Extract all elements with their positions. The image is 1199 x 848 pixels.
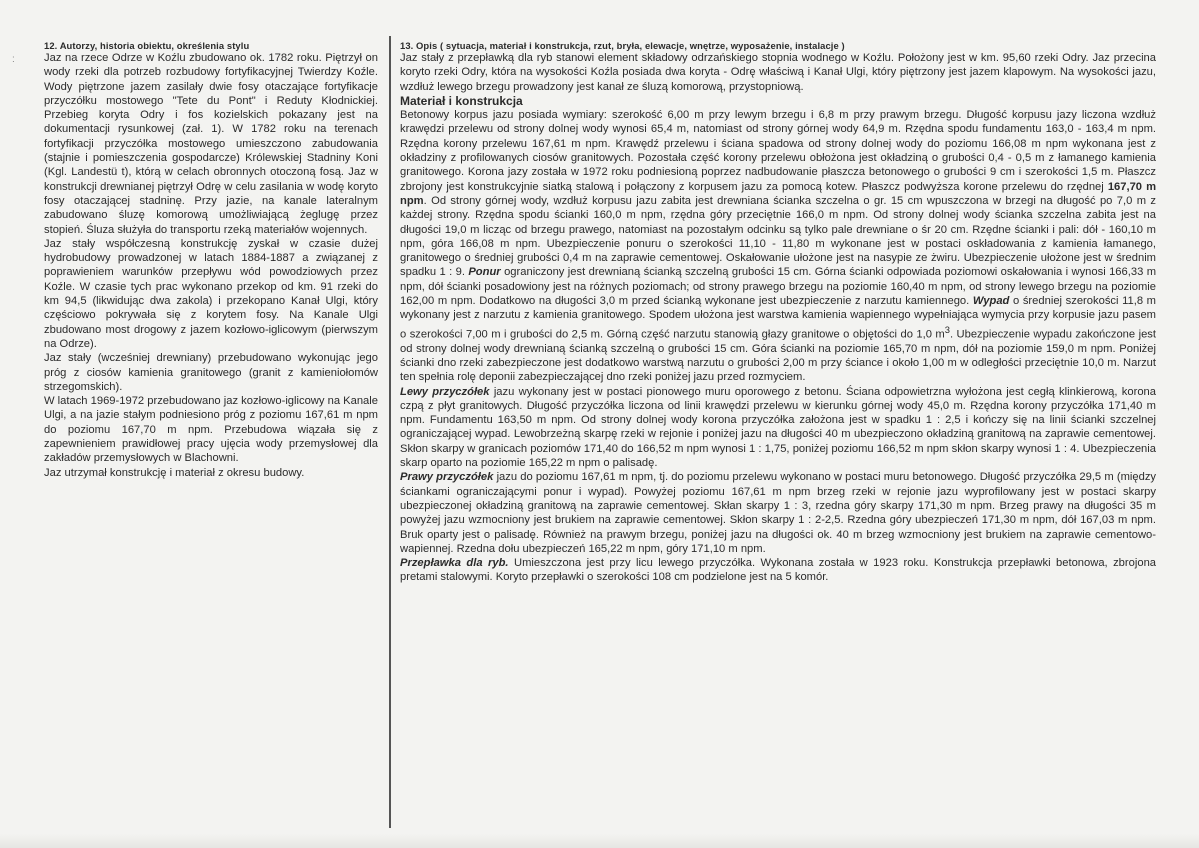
wypad-text-b: . Ubezpieczenie wypadu zakończone jest od strony dolnej wody drewnianą ścianką szczelną o grubości 15 cm. Góra ścianki na poziomie 165,70 m npm, dół na poziomie 159,0 m npm. Poniżej ścianki dno rzeki zabezpieczone jest dodatkowo warstwą narzutu o grubości 2,00 m przy ściance i około 1,00 m w odległości przeciętnie 10,0 m. Narzut ten spełnia rolę deponii zabezpieczającej dno rzeki poniżej jazu przed rozmyciem.	[400, 328, 1156, 384]
ponur-label: Ponur	[468, 266, 501, 279]
scan-bottom-edge	[0, 834, 1199, 848]
left-abutment-text: jazu wykonany jest w postaci pionowego muru oporowego z betonu. Ściana odpowietrzna wyłożona jest cegłą klinkierową, korona czpą z płyt granitowych. Długość przyczółka liczona od linii krawędzi przelewu w kierunku górnej wody 45,0 m. Rzędna korony przyczółka 171,40 m npm. Fundamentu 163,50 m npm. Od strony dolnej wody korona przyczółka założona jest w spadku 1 : 2,5 i kończy się na linii ścianki szczelnej ograniczającej wypad. Lewobrzeżną skarpę rzeki w rejonie i poniżej jazu na długości 40 m ubezpieczono okładziną granitową na zaprawie cementowej. Skłon skarpy w granicach poziomów 171,40 do 166,52 m npm wynosi 1 : 1,75, poniżej poziomu 166,52 m npm skłon skarpy wynosi 1 : 4. Ubezpieczenia skarp oparto na poziomie 165,22 m npm o palisadę.	[400, 385, 1157, 470]
material-text-a: Betonowy korpus jazu posiada wymiary: szerokość 6,00 m przy lewym brzegu i 6,8 m przy prawym brzegu. Długość korpusu jazy liczona wzdłuż krawędzi przelewu od strony dolnej wody wynosi 65,4 m, natomiast od strony górnej wody 64,9 m. Rzędna spodu fundamentu 163,0 - 163,4 m npm. Rzędna korony przelewu 167,61 m npm. Krawędź przelewu i ściana spadowa od strony dolnej wody do poziomu 166,08 m npm wykonana jest z okładziny z profilowanych ciosów granitowych. Pozostała część korony przelewu obłożona jest okładziną o grubości 0,4 - 0,5 m z łamanego kamienia granitowego. Korona jazy została w 1972 roku podniesioną poprzez nadbudowanie płaszcza betonowego o grubości 9 cm i szerokości 1,5 m. Płaszcz zbrojony jest konstrukcyjnie siatką stalową i połączony z korpusem jazu za pomocą kotew. Płaszcz podwyższa korone przelewu do rzędnej	[400, 109, 1156, 193]
material-text-b: . Od strony górnej wody, wzdłuż korpusu jazu zabita jest drewniana ścianka szczelna o gr. 15 cm wpuszczona w brzegi na długość po 7,0 m z każdej strony. Rzędna spodu ścianki 160,0 m npm, rzędna góry przeciętnie 166,0 m npm. Od strony dolnej wody ścianka szczelna zabita jest na długości 19,0 m licząc od brzegu prawego, natomiast na pozostałym odcinku są tylko pale drewniane o śr 20 cm. Rzędne ścianki i pali: dół - 160,10 m npm, góra 166,08 m npm. Ubezpieczenie ponuru o szerokości 11,10 - 11,80 m wykonane jest w postaci oskładowania z kamienia łamanego, granitowego o średniej grubości 0,4 m na zaprawie cementowej. Oskałowanie ułożone jest na nasypie ze żwiru. Ubezpieczenie ułożone jest w średnim spadku 1 : 9.	[400, 194, 1156, 279]
wypad-label: Wypad	[972, 295, 1010, 308]
description-heading: 13. Opis ( sytuacja, materiał i konstrukcja, rzut, bryła, elewacje, wnętrze, wyposażenie, instalacje )	[400, 40, 845, 51]
fish-pass-text: Umieszczona jest przy licu lewego przyczółka. Wykonana została w 1923 roku. Konstrukcja przepławki betonowa, zbrojona pretami stalowymi. Koryto przepławki o szerokości 108 cm podzielone jest na 5 komór.	[400, 557, 1157, 584]
history-paragraph-3: Jaz stały (wcześniej drewniany) przebudowano wykonując jego próg z ciosów kamienia granitowego (granit z kamieniołomów strzegomskich).	[44, 352, 378, 393]
history-column	[44, 40, 378, 480]
history-paragraph-5: Jaz utrzymał konstrukcję i materiał z okresu budowy.	[44, 466, 305, 479]
history-paragraph-4: W latach 1969-1972 przebudowano jaz kozłowo-iglicowy na Kanale Ulgi, a na jazie stałym podniesiono próg z poziomu 167,61 m npm do poziomu 167,70 m npm. Przebudowa wiązała się z zapewnieniem prawidłowej pracy ujęcia wody przemysłowej dla zakładów przemysłowych w Blachowni.	[44, 395, 378, 465]
wypad-text-a: o średniej szerokości 11,8 m wykonany jest z narzutu z kamienia granitowego. Spodem ułożona jest warstwa kamienia wapiennego wypełniająca wymycia przy korpusie jazu pasem o szerokości 7,00 m i grubości do 2,5 m. Górną część narzutu stanowią głazy granitowe o objętości do 1,0 m	[400, 295, 1156, 341]
fish-pass-paragraph	[400, 556, 1156, 585]
ponur-text: ograniczony jest drewnianą ścianką szczelną grubości 15 cm. Górna ścianki odpowiada poziomowi oskałowania i wynosi 166,33 m npm, dół ścianki posadowiony jest na różnych poziomach; od strony prawego brzegu na poziomie 160,40 m npm, od strony lewego brzegu na poziomie 162,00 m npm. Dodatkowo na długości 3,0 m przed ścianką wykonane jest ubezpieczenie z narzutu kamiennego.	[400, 266, 1157, 308]
cubic-superscript: 3	[944, 324, 950, 335]
description-intro: Jaz stały z przepławką dla ryb stanowi element składowy odrzańskiego stopnia wodnego w Koźlu. Położony jest w km. 95,60 rzeki Odry. Jaz przecina koryto rzeki Odry, która na wysokości Koźla posiada dwa koryta - Odrę właściwą i Kanał Ulgi, który piętrzony jest jazem klapowym. Na wysokości jazu, wzdłuż lewego brzegu prowadzony jest kanał ze śluzą komorową, przystopniową.	[400, 52, 1156, 93]
description-column	[400, 40, 1156, 585]
scan-mark: :	[12, 54, 15, 65]
material-heading: Materiał i konstrukcja	[400, 93, 523, 108]
right-abutment-paragraph	[400, 470, 1156, 556]
crest-level: 167,70 m npm	[400, 180, 1157, 207]
left-abutment-paragraph	[400, 385, 1156, 471]
material-paragraph	[400, 108, 1156, 384]
left-abutment-label: Lewy przyczółek	[400, 385, 490, 398]
history-paragraph-2: Jaz stały współczesną konstrukcję zyskał w czasie dużej hydrobudowy prowadzonej w latach 1884-1887 a związanej z poprawieniem warunków przepływu wód powodziowych przez Koźle. W czasie tych prac wykonano przekop od km. 91 rzeki do km 94,5 (likwidując dwa zakola) i przekopano Kanał Ulgi, który częściowo pokrywała się z korytem fosy. Na Kanale Ulgi zbudowano most drogowy z jazem kozłowo-iglicowym (pierwszym na Odrze).	[44, 237, 378, 350]
right-abutment-text: jazu do poziomu 167,61 m npm, tj. do poziomu przelewu wykonano w postaci muru betonowego. Długość przyczółka 29,5 m (między ściankami ograniczającymi ponur i wypad). Powyżej poziomu 167,61 m npm brzeg rzeki w rejonie jazu wyprofilowany jest w postaci skarpy ubezpieczonej okładziną granitową na zaprawie cementowej. Skłan skarpy 1 : 3, rzedna góry skarpy 171,30 m npm. Brzeg prawy na długości 35 m powyżej jazu wzmocniony jest brukiem na zaprawie cementowej. Skłon skarpy 1 : 2-2,5. Rzedna góry ubezpieczeń 171,30 m npm, dół 167,03 m npm. Bruk oparty jest o palisadę. Również na prawym brzegu, poniżej jazu na długości ok. 40 m brzeg wzmocniony jest brukiem na zaprawie cementowo-wapiennej. Rzedna dołu ubezpieczeń 165,22 m npm, góry 171,10 m npm.	[400, 471, 1157, 555]
history-paragraph-1: Jaz na rzece Odrze w Koźlu zbudowano ok. 1782 roku. Piętrzył on wody rzeki dla potrzeb rozbudowy fortyfikacyjnej Twierdzy Koźle. Wody piętrzone jazem zasilały dwie fosy otaczające fortyfikacje przyczółku mostowego "Tete du Pont" i Reduty Kłodnickiej. Przebieg koryta Odry i fos kozielskich pokazany jest na dokumentacji rysunkowej (zał. 1). W 1782 roku na terenach fortyfikacji przyczółka mostowego umieszczono zabudowania (stajnie i pomieszczenia gospodarcze) Królewskiej Stadniny Koni (Kgl. Landestü t), którą w celach obronnych otoczoną fosą. Jaz w konstrukcji drewnianej piętrzył Odrę w celu zasilania w wodę koryto fosy otaczającej stadninę. Przy jazie, na kanale lateralnym zabudowano śluzę komorową umożliwiającą żeglugę przez stopień. Śluza służyła do transportu rzeką materiałów wojennych.	[44, 52, 378, 236]
history-heading: 12. Autorzy, historia obiektu, określenia stylu	[44, 40, 250, 51]
right-abutment-label: Prawy przyczółek	[400, 471, 494, 484]
column-divider	[389, 36, 391, 828]
fish-pass-label: Przepławka dla ryb.	[400, 557, 509, 570]
